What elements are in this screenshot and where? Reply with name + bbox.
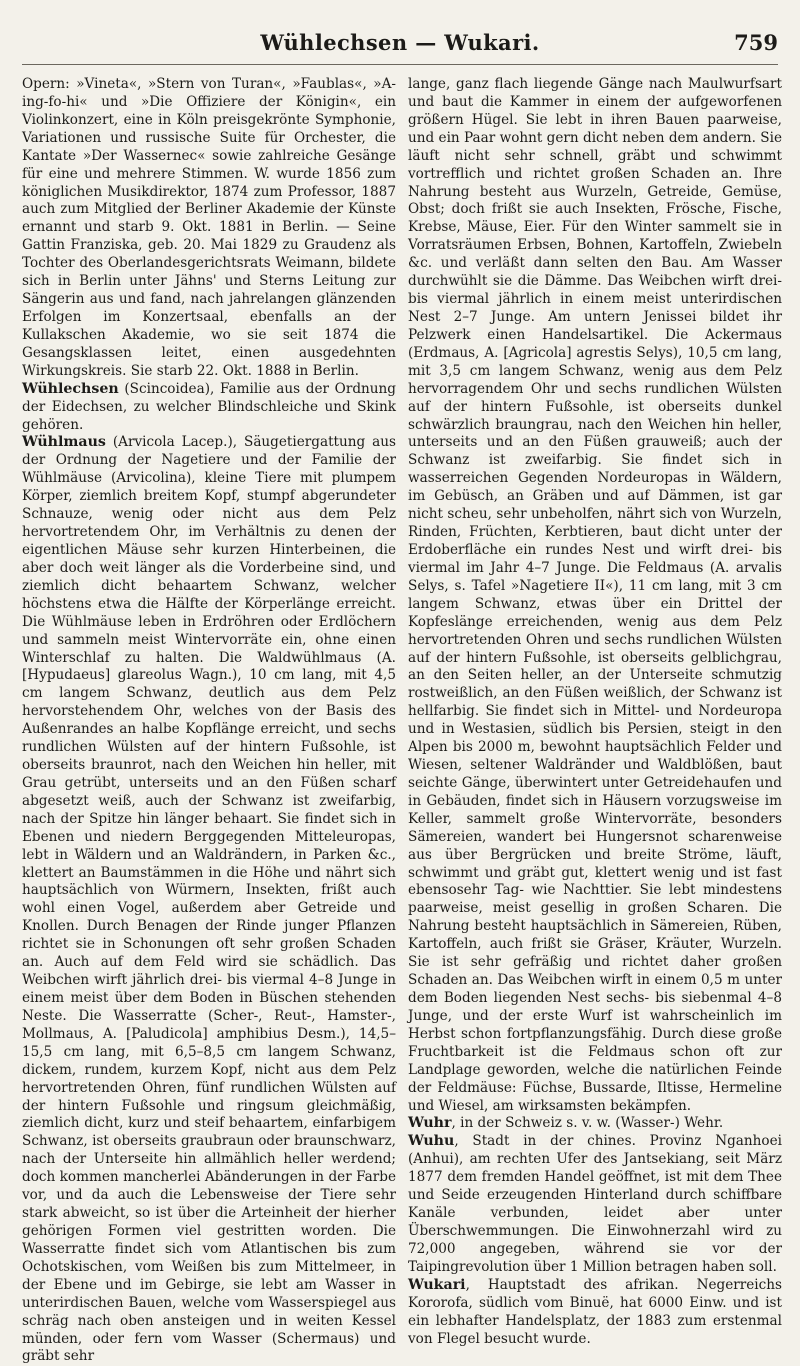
entry-text: (Scincoidea), Familie aus der Ordnung der Eidechsen, zu welcher Blindschleiche und Skink gehören. xyxy=(22,380,396,433)
entry-headword: Wuhr xyxy=(408,1115,452,1132)
entry-text: , Stadt in der chines. Provinz Nganhoei (Anhui), am rechten Ufer des Jantsekiang, seit März 1877 dem fremden Handel geöffnet, ist mit dem Thee und Seide erzeugenden Hinterland durch schiffbare Kanäle verbunden, leidet aber unter Überschwemmungen. Die Einwohnerzahl wird zu 72,000 angegeben, während sie vor der Taipingrevolution über 1 Million betragen haben soll. xyxy=(408,1133,782,1275)
entry-headword: Wühlechsen xyxy=(22,380,119,397)
entry-wuhr xyxy=(408,1115,782,1133)
entry-wuhu xyxy=(408,1133,782,1276)
running-head: Wühlechsen — Wukari. xyxy=(260,30,540,55)
continued-entry xyxy=(22,76,396,381)
entry-text: (Arvicola Lacep.), Säugetiergattung aus der Ordnung der Nagetiere und der Familie der Wühlmäuse (Arvicolina), kleine Tiere mit plumpem Körper, ziemlich breitem Kopf, stumpf abgerundeter Schnauze, wenig oder nicht aus dem Pelz hervortretendem Ohr, im Verhältnis zu denen der eigentlichen Mäuse sehr kurzen Hinterbeinen, die aber doch weit länger als die Vorderbeine sind, und ziemlich dicht behaartem Schwanz, welcher höchstens etwa die Hälfte der Körperlänge erreicht. Die Wühlmäuse leben in Erdröhren oder Erdlöchern und sammeln meist Wintervorräte ein, ohne einen Winterschlaf zu halten. Die Waldwühlmaus (A. [Hypudaeus] glareolus Wagn.), 10 cm lang, mit 4,5 cm langem Schwanz, deutlich aus dem Pelz hervorstehendem Ohr, welches von der Basis des Außenrandes an halbe Kopflänge erreicht, und sechs rundlichen Wülsten auf der hintern Fußsohle, ist oberseits braunrot, nach den Weichen hin heller, mit Grau getrübt, unterseits und an den Füßen scharf abgesetzt weiß, auch der Schwanz ist zweifarbig, nach der Spitze hin länger behaart. Sie findet sich in Ebenen und niedern Berggegenden Mitteleuropas, lebt in Wäldern und an Waldrändern, in Parken &c., klettert an Baumstämmen in die Höhe und nährt sich hauptsächlich von Würmern, Insekten, frißt auch wohl einen Vogel, außerdem aber Getreide und Knollen. Durch Benagen der Rinde junger Pflanzen richtet sie in Schonungen oft sehr großen Schaden an. Auch auf dem Feld wird sie schädlich. Das Weibchen wirft jährlich drei- bis viermal 4–8 Junge in einem meist über dem Boden in Büschen stehenden Neste. Die Wasserratte (Scher-, Reut-, Hamster-, Mollmaus, A. [Paludicola] amphibius Desm.), 14,5–15,5 cm lang, mit 6,5–8,5 cm langem Schwanz, dickem, rundem, kurzem Kopf, nicht aus dem Pelz hervortretenden Ohren, fünf rundlichen Wülsten auf der hintern Fußsohle und ringsum gleichmäßig, ziemlich dicht, kurz und steif behaartem, einfarbigem Schwanz, ist oberseits graubraun oder braunschwarz, nach der Unterseite hin allmählich heller werdend; doch kommen mancherlei Abänderungen in der Farbe vor, und da auch die Lebensweise der Tiere sehr stark abweicht, so ist über die Arteinheit der hierher gehörigen Formen viel gestritten worden. Die Wasserratte findet sich vom Atlantischen bis zum Ochotskischen, vom Weißen bis zum Mittelmeer, in der Ebene und im Gebirge, sie lebt am Wasser in unterirdischen Bauen, welche vom Wasserspiegel aus schräg nach oben ansteigen und in weiten Kessel münden, oder fern vom Wasser (Schermaus) und gräbt sehr xyxy=(22,434,396,1365)
entry-text: Opern: »Vineta«, »Stern von Turan«, »Faublas«, »A-ing-fo-hi« und »Die Offiziere der Königin«, ein Violinkonzert, eine in Köln preisgekrönte Symphonie, Variationen und russische Suite für Orchester, die Kantate »Der Wassernec« sowie zahlreiche Gesänge für eine und mehrere Stimmen. W. wurde 1856 zum königlichen Musikdirektor, 1874 zum Professor, 1887 auch zum Mitglied der Berliner Akademie der Künste ernannt und starb 9. Okt. 1881 in Berlin. — Seine Gattin Franziska, geb. 20. Mai 1829 zu Graudenz als Tochter des Oberlandesgerichtsrats Weimann, bildete sich in Berlin unter Jähns' und Sterns Leitung zur Sängerin aus und fand, nach jahrelangen glänzenden Erfolgen im Konzertsaal, ebenfalls an der Kullakschen Akademie, wo sie seit 1874 die Gesangsklassen leitet, einen ausgedehnten Wirkungskreis. Sie starb 22. Okt. 1888 in Berlin. xyxy=(22,76,396,379)
entry-wuehlmaus xyxy=(22,434,396,1366)
page-number: 759 xyxy=(734,30,778,55)
entry-headword: Wühlmaus xyxy=(22,434,106,451)
left-column xyxy=(22,76,396,1365)
continued-entry xyxy=(408,76,782,1115)
entry-text: lange, ganz flach liegende Gänge nach Maulwurfsart und baut die Kammer in einem der aufgeworfenen größern Hügel. Sie lebt in ihren Bauen paarweise, und ein Paar wohnt gern dicht neben dem andern. Sie läuft nicht sehr schnell, gräbt und schwimmt vortrefflich und richtet großen Schaden an. Ihre Nahrung besteht aus Wurzeln, Getreide, Gemüse, Obst; doch frißt sie auch Insekten, Frösche, Fische, Krebse, Mäuse, Eier. Für den Winter sammelt sie in Vorratsräumen Erbsen, Bohnen, Kartoffeln, Zwiebeln &c. und verläßt dann selten den Bau. Am Wasser durchwühlt sie die Dämme. Das Weibchen wirft drei- bis viermal jährlich in einem meist unterirdischen Nest 2–7 Junge. Am untern Jenissei bildet ihr Pelzwerk einen Handelsartikel. Die Ackermaus (Erdmaus, A. [Agricola] agrestis Selys), 10,5 cm lang, mit 3,5 cm langem Schwanz, wenig aus dem Pelz hervorragendem Ohr und sechs rundlichen Wülsten auf der hintern Fußsohle, ist oberseits dunkel schwärzlich braungrau, nach den Weichen hin heller, unterseits und an den Füßen grauweiß; auch der Schwanz ist zweifarbig. Sie findet sich in wasserreichen Gegenden Nordeuropas in Wäldern, im Gebüsch, an Gräben und auf Dämmen, ist gar nicht scheu, sehr unbeholfen, nährt sich von Wurzeln, Rinden, Früchten, Kerbtieren, baut dicht unter der Erdoberfläche ein rundes Nest und wirft drei- bis viermal im Jahr 4–7 Junge. Die Feldmaus (A. arvalis Selys, s. Tafel »Nagetiere II«), 11 cm lang, mit 3 cm langem Schwanz, etwas über ein Drittel der Kopfeslänge erreichenden, wenig aus dem Pelz hervortretenden Ohren und sechs rundlichen Wülsten auf der hintern Fußsohle, ist oberseits gelblichgrau, an den Seiten heller, an der Unterseite schmutzig rostweißlich, an den Füßen weißlich, der Schwanz ist hellfarbig. Sie findet sich in Mittel- und Nordeuropa und in Westasien, südlich bis Persien, steigt in den Alpen bis 2000 m, bewohnt hauptsächlich Felder und Wiesen, seltener Waldränder und Waldblößen, baut seichte Gänge, überwintert unter Getreidehaufen und in Gebäuden, findet sich in Häusern vorzugsweise im Keller, sammelt große Wintervorräte, besonders Sämereien, wandert bei Hungersnot scharenweise aus über Bergrücken und breite Ströme, läuft, schwimmt und gräbt gut, klettert wenig und ist fast ebensosehr Tag- wie Nachttier. Sie lebt mindestens paarweise, meist gesellig in großen Scharen. Die Nahrung besteht hauptsächlich in Sämereien, Rüben, Kartoffeln, auch frißt sie Gräser, Kräuter, Wurzeln. Sie ist sehr gefräßig und richtet daher großen Schaden an. Das Weibchen wirft in einem 0,5 m unter dem Boden liegenden Nest sechs- bis siebenmal 4–8 Junge, und der erste Wurf ist wahrscheinlich im Herbst schon fortpflanzungsfähig. Durch diese große Fruchtbarkeit ist die Feldmaus schon oft zur Landplage geworden, welche die natürlichen Feinde der Feldmäuse: Füchse, Bussarde, Iltisse, Hermeline und Wiesel, am wirksamsten bekämpfen. xyxy=(408,76,782,1114)
entry-text: , Hauptstadt des afrikan. Negerreichs Kororofa, südlich vom Binuë, hat 6000 Einw. und ist ein lebhafter Handelsplatz, der 1883 zum erstenmal von Flegel besucht wurde. xyxy=(408,1276,782,1347)
page-header xyxy=(22,30,778,65)
entry-headword: Wukari xyxy=(408,1276,466,1293)
entry-wukari xyxy=(408,1277,782,1349)
entry-text: , in der Schweiz s. v. w. (Wasser-) Wehr. xyxy=(451,1115,724,1132)
right-column xyxy=(408,76,782,1347)
entry-headword: Wuhu xyxy=(408,1133,455,1150)
entry-wuehlechsen xyxy=(22,381,396,435)
